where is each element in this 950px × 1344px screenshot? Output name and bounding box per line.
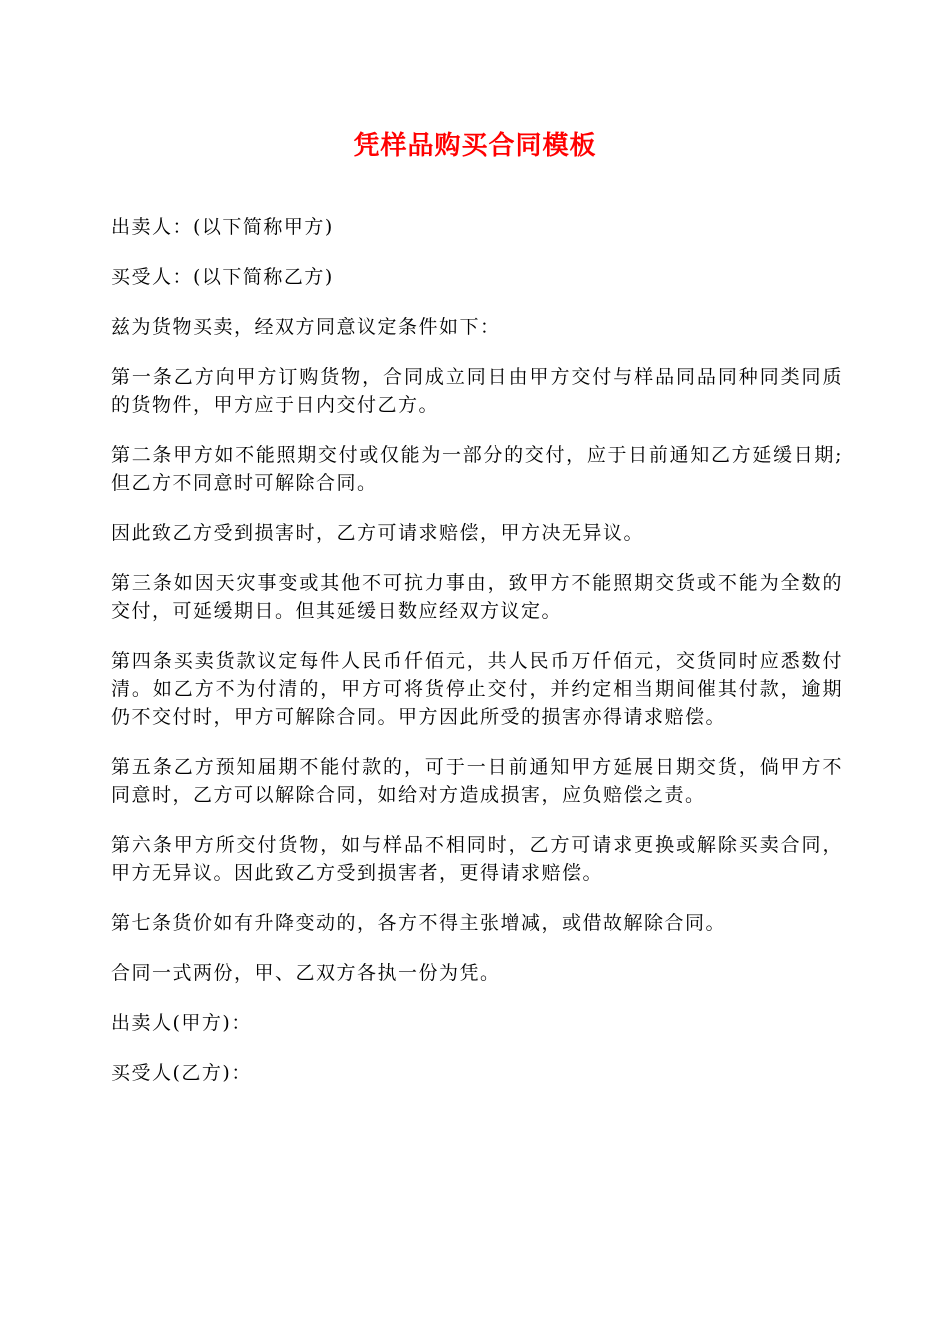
intro-paragraph: 兹为货物买卖，经双方同意议定条件如下：: [111, 316, 501, 338]
seller-signature-line: 出卖人(甲方)：: [111, 1012, 252, 1034]
article-5: 第五条乙方预知届期不能付款的，可于一日前通知甲方延展日期交货，倘甲方不同意时，乙方可以解除合同，如给对方造成损害，应负赔偿之责。: [111, 756, 843, 806]
article-1: 第一条乙方向甲方订购货物，合同成立同日由甲方交付与样品同品同种同类同质的货物件，甲方应于日内交付乙方。: [111, 366, 843, 416]
article-2-continued: 因此致乙方受到损害时，乙方可请求赔偿，甲方决无异议。: [111, 522, 645, 544]
document-body: [111, 213, 843, 1109]
article-7: 第七条货价如有升降变动的，各方不得主张增减，或借故解除合同。: [111, 912, 727, 934]
buyer-line: 买受人：(以下简称乙方): [111, 266, 334, 288]
buyer-signature-line: 买受人(乙方)：: [111, 1062, 252, 1084]
article-6: 第六条甲方所交付货物，如与样品不相同时，乙方可请求更换或解除买卖合同，甲方无异议。因此致乙方受到损害者，更得请求赔偿。: [111, 834, 843, 884]
article-3: 第三条如因天灾事变或其他不可抗力事由，致甲方不能照期交货或不能为全数的交付，可延缓期日。但其延缓日数应经双方议定。: [111, 572, 843, 622]
seller-line: 出卖人：(以下简称甲方): [111, 216, 334, 238]
article-2: 第二条甲方如不能照期交付或仅能为一部分的交付，应于日前通知乙方延缓日期;但乙方不同意时可解除合同。: [111, 444, 843, 494]
document-title: 凭样品购买合同模板: [353, 131, 597, 161]
copies-clause: 合同一式两份，甲、乙双方各执一份为凭。: [111, 962, 501, 984]
article-4: 第四条买卖货款议定每件人民币仟佰元，共人民币万仟佰元，交货同时应悉数付清。如乙方不为付清的，甲方可将货停止交付，并约定相当期间催其付款，逾期仍不交付时，甲方可解除合同。甲方因此所受的损害亦得请求赔偿。: [111, 650, 843, 728]
